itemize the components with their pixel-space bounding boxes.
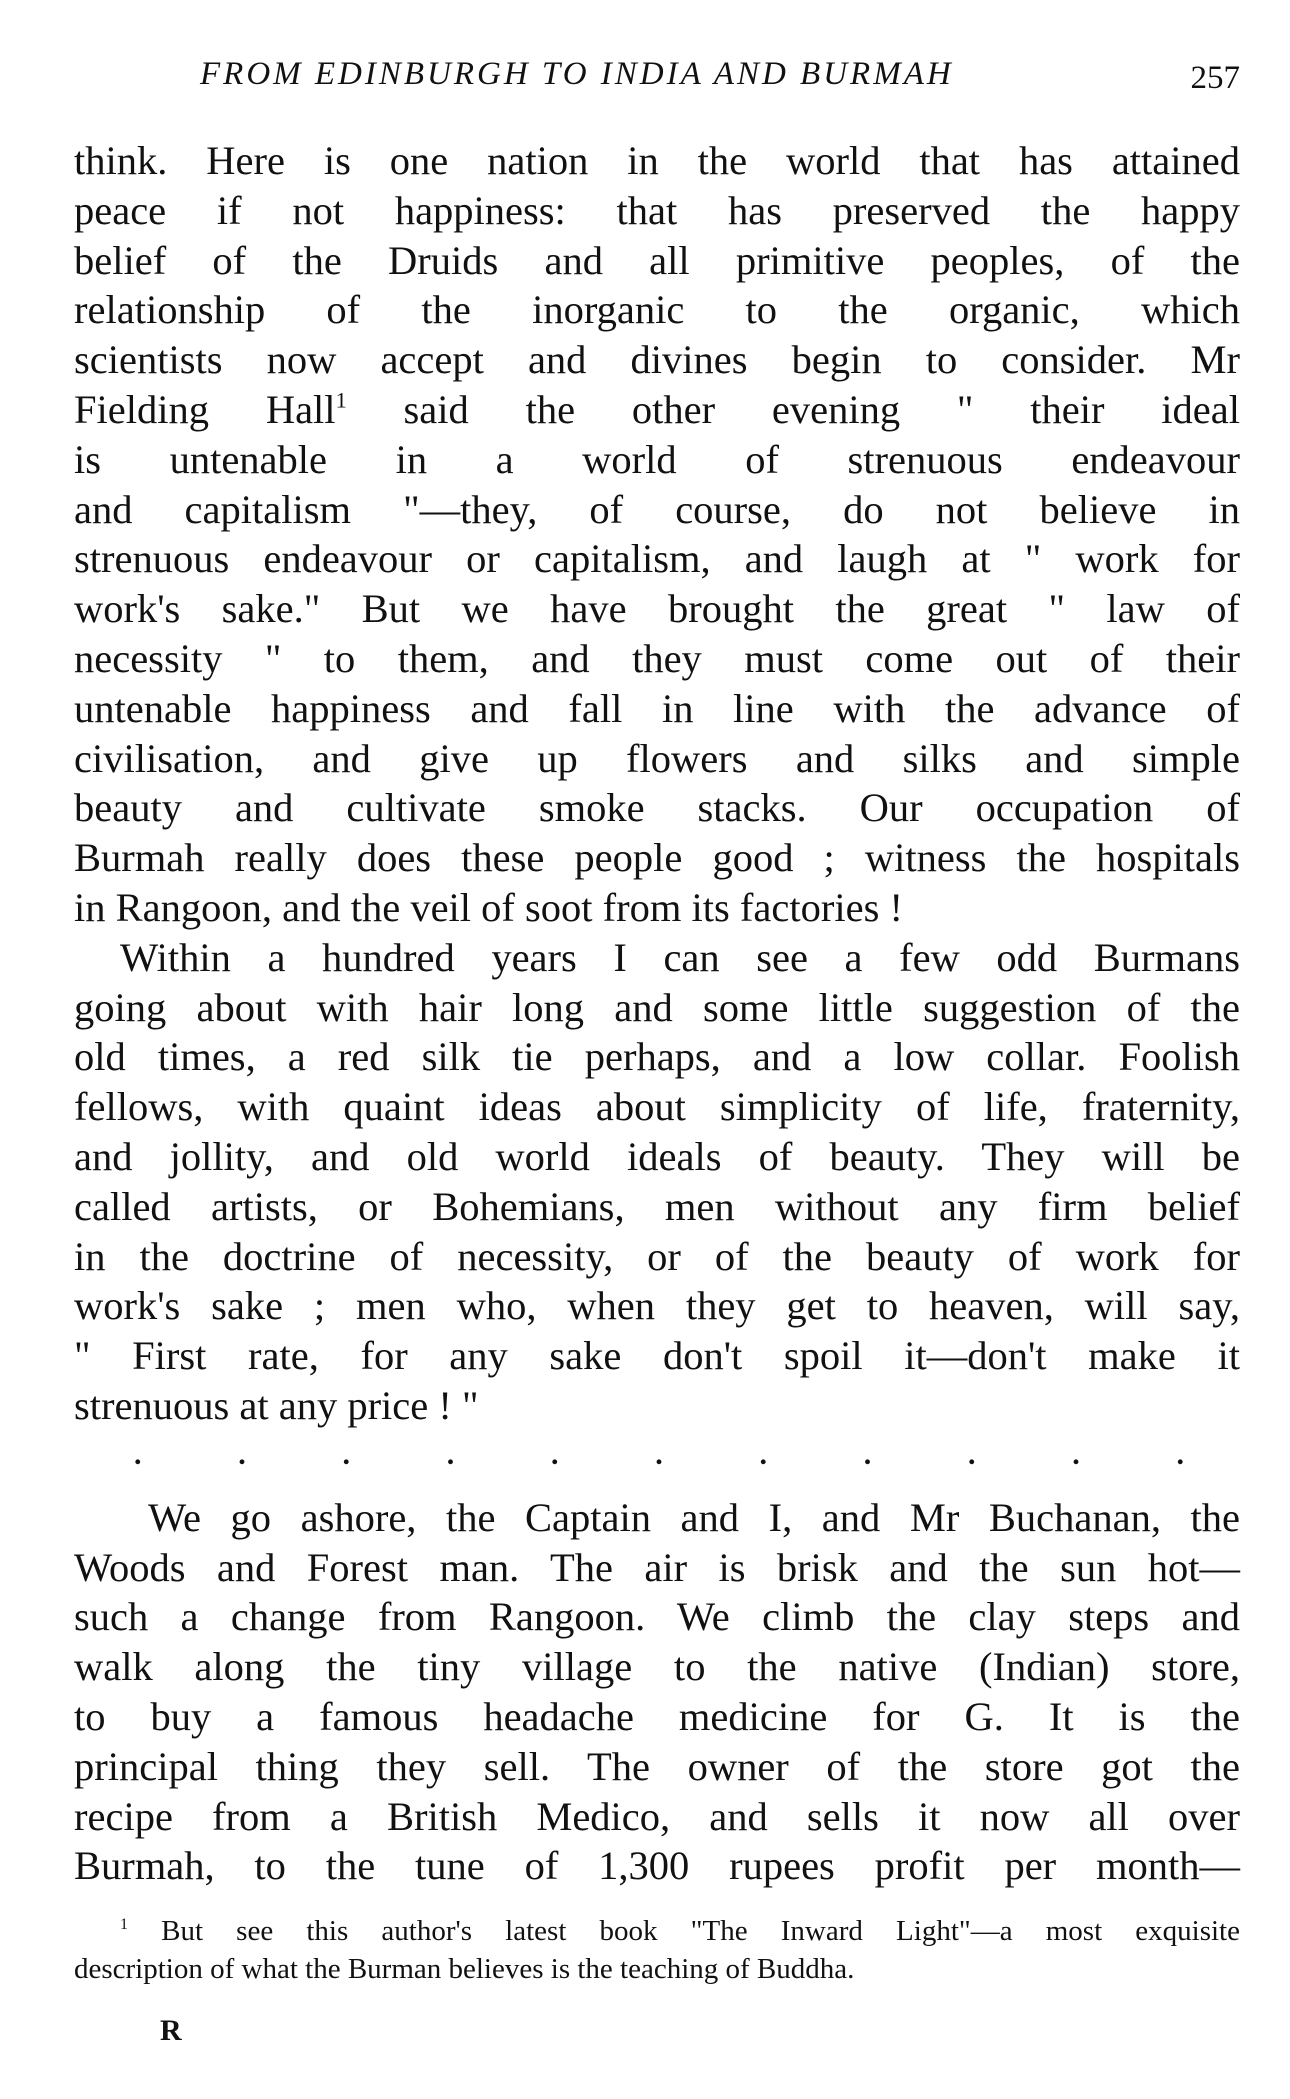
text-line: civilisation, and give up flowers and silks and simple — [74, 735, 1240, 781]
page-number: 257 — [1190, 60, 1240, 96]
text-line: beauty and cultivate smoke stacks. Our occupation of — [74, 785, 1240, 831]
text-line: such a change from Rangoon. We climb the clay steps and — [74, 1594, 1240, 1640]
section-break-dots — [74, 1437, 1240, 1473]
paragraph-2 — [74, 933, 1240, 1431]
text-line: called artists, or Bohemians, men without any firm belief — [74, 1183, 1240, 1229]
text-line: and jollity, and old world ideals of beauty. They will be — [74, 1133, 1240, 1179]
text-line: Burmah really does these people good ; witness the hospitals — [74, 835, 1240, 881]
dot: . — [1176, 1437, 1184, 1471]
dot: . — [134, 1437, 142, 1471]
text-line: strenuous at any price ! " — [74, 1382, 479, 1428]
dot: . — [655, 1437, 663, 1471]
dot: . — [238, 1437, 246, 1471]
text-fragment: said the other evening " their ideal — [346, 386, 1240, 432]
body-text — [74, 136, 1240, 1891]
dot: . — [551, 1437, 559, 1471]
text-line: fellows, with quaint ideas about simplicity of life, fraternity, — [74, 1084, 1240, 1130]
text-fragment: Fielding Hall — [74, 386, 336, 432]
text-line: going about with hair long and some little suggestion of the — [74, 984, 1240, 1030]
paragraph-3 — [74, 1493, 1240, 1891]
paragraph-1 — [74, 136, 1240, 933]
text-line: old times, a red silk tie perhaps, and a low collar. Foolish — [74, 1034, 1240, 1080]
text-line: Burmah, to the tune of 1,300 rupees profit per month— — [74, 1843, 1240, 1889]
text-line: in Rangoon, and the veil of soot from its factories ! — [74, 884, 903, 930]
text-line: is untenable in a world of strenuous endeavour — [74, 436, 1240, 482]
text-line: peace if not happiness: that has preserved the happy — [74, 187, 1240, 233]
dot: . — [342, 1437, 350, 1471]
text-line: to buy a famous headache medicine for G. It is the — [74, 1693, 1240, 1739]
text-line: " First rate, for any sake don't spoil it—don't make it — [74, 1333, 1240, 1379]
dot: . — [759, 1437, 767, 1471]
text-line: Woods and Forest man. The air is brisk and the sun hot— — [74, 1544, 1240, 1590]
text-line: principal thing they sell. The owner of the store got the — [74, 1743, 1240, 1789]
signature-mark: R — [160, 2014, 182, 2047]
text-line: We go ashore, the Captain and I, and Mr Buchanan, the — [148, 1494, 1240, 1540]
text-line: untenable happiness and fall in line with the advance of — [74, 685, 1240, 731]
text-line: scientists now accept and divines begin to consider. Mr — [74, 337, 1240, 383]
footnote-reference: 1 — [335, 387, 347, 413]
running-head: FROM EDINBURGH TO INDIA AND BURMAH — [200, 56, 954, 92]
text-line: recipe from a British Medico, and sells it now all over — [74, 1793, 1240, 1839]
text-line: Within a hundred years I can see a few odd Burmans — [120, 934, 1240, 980]
footnote-line — [74, 1912, 1240, 1950]
text-line: necessity " to them, and they must come out of their — [74, 635, 1240, 681]
text-line: and capitalism "—they, of course, do not believe in — [74, 486, 1240, 532]
text-line: strenuous endeavour or capitalism, and laugh at " work for — [74, 536, 1240, 582]
dot: . — [968, 1437, 976, 1471]
text-line: relationship of the inorganic to the organic, which — [74, 287, 1240, 333]
dot: . — [863, 1437, 872, 1471]
footnote — [74, 1912, 1240, 1988]
text-line: belief of the Druids and all primitive peoples, of the — [74, 237, 1240, 283]
text-line: work's sake ; men who, when they get to heaven, will say, — [74, 1283, 1240, 1329]
text-line: in the doctrine of necessity, or of the beauty of work for — [74, 1233, 1240, 1279]
dot: . — [446, 1437, 455, 1471]
text-line-with-footnote — [74, 385, 1240, 435]
footnote-marker: 1 — [120, 1915, 128, 1933]
dot: . — [1072, 1437, 1080, 1471]
text-line: walk along the tiny village to the native (Indian) store, — [74, 1644, 1240, 1690]
text-line: think. Here is one nation in the world that has attained — [74, 138, 1240, 183]
page-header — [200, 56, 1240, 104]
text-line: work's sake." But we have brought the great " law of — [74, 586, 1240, 632]
footnote-line: description of what the Burman believes is the teaching of Buddha. — [74, 1953, 855, 1985]
footnote-text: But see this author's latest book "The Inward Light"—a most exquisite — [161, 1915, 1240, 1947]
